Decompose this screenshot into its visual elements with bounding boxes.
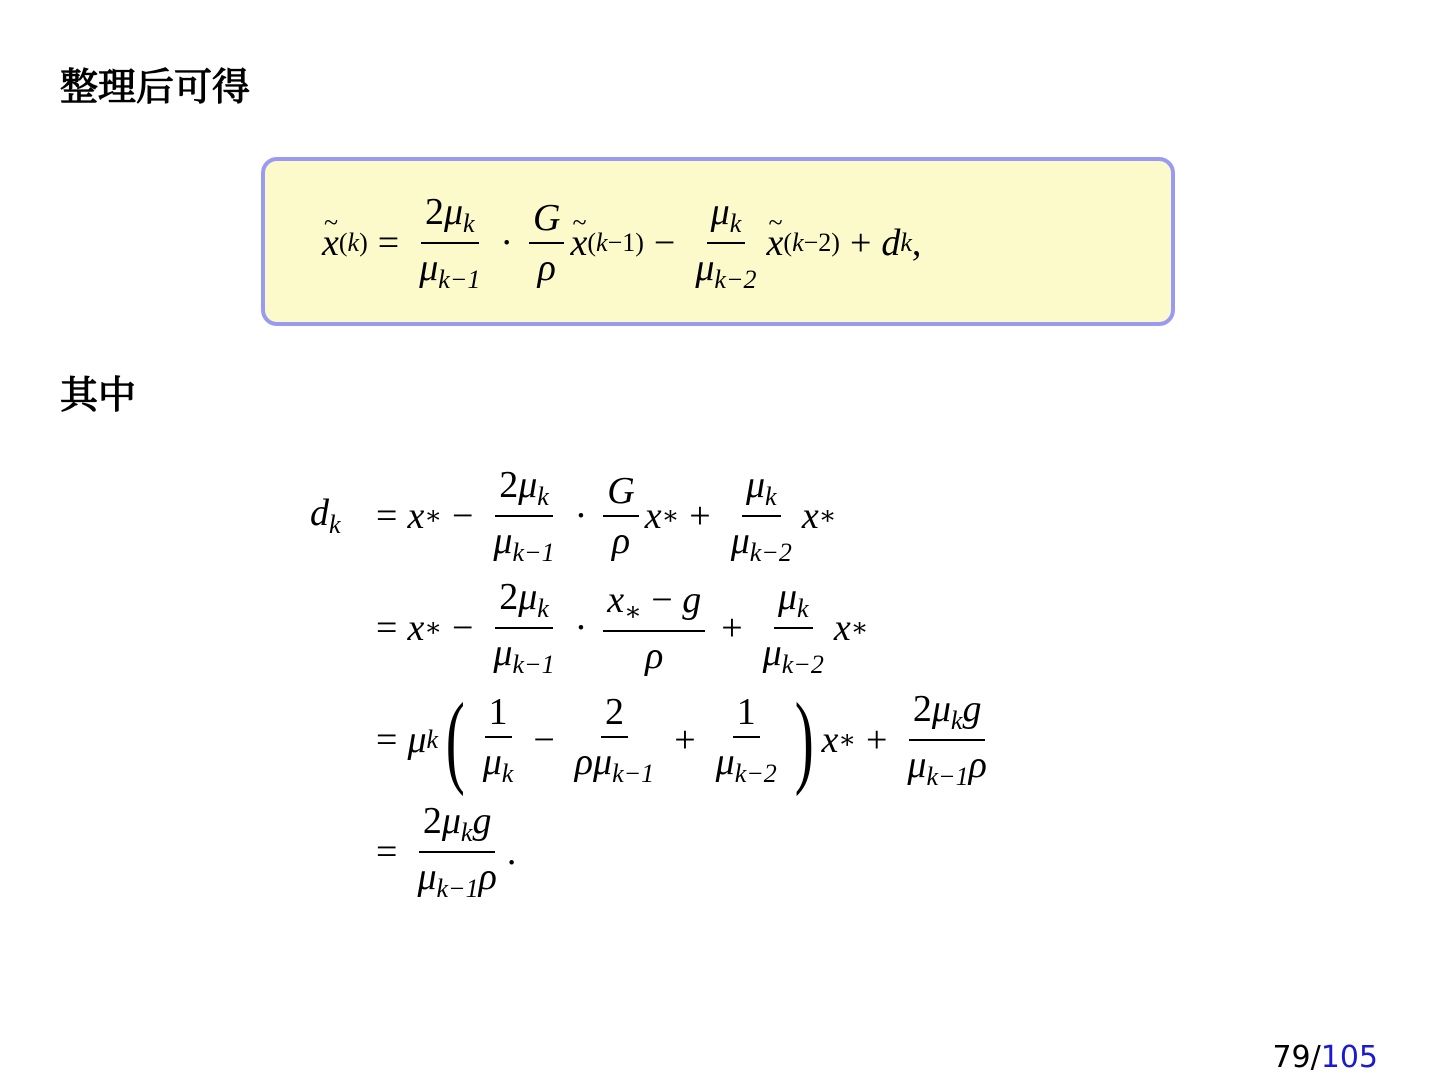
recurrence-equation: ~ x (k) = $\frac{2\mu_k}{\mu_{k-1}}$ · $\frac{G}{\rho}$ ~ x (k−1) − $\frac{\mu_k}{\mu_{k-2}}$ ~ x (k−2) + d k , <box>322 193 921 293</box>
heading-where: 其中 <box>60 372 137 417</box>
total-pages-link[interactable]: 105 <box>1320 1040 1378 1075</box>
page-separator: / <box>1310 1040 1321 1075</box>
heading-after-simplification: 整理后可得 <box>60 64 251 109</box>
current-page: 79 <box>1272 1040 1311 1075</box>
page-counter <box>1272 1040 1378 1075</box>
dk-derivation: $d_k$ = x ∗ − $\frac{2\mu_k}{\mu_{k-1}}$ · $\frac{G}{\rho}$ x ∗ + $\frac{\mu_k}{\mu_{k-2}}$ x ∗ = x ∗ − $\frac{2\mu_k}{\mu_{k-1}}$ · $\frac{x_∗ - g}{\rho}$ + $\frac{\mu_k}{\mu_{k-2}}$ x ∗ = μ k ( $\frac{1}{\mu_k}$ − $\frac{2}{\rho\mu_{k-1}}$ + $\frac{1}{\mu_{k-2}}$ ) x ∗ + $\frac{2\mu_kg}{\mu_{k-1}\rho}$ = $\frac{2\mu_kg}{\mu_{k-1}\rho}$ . <box>310 464 987 903</box>
